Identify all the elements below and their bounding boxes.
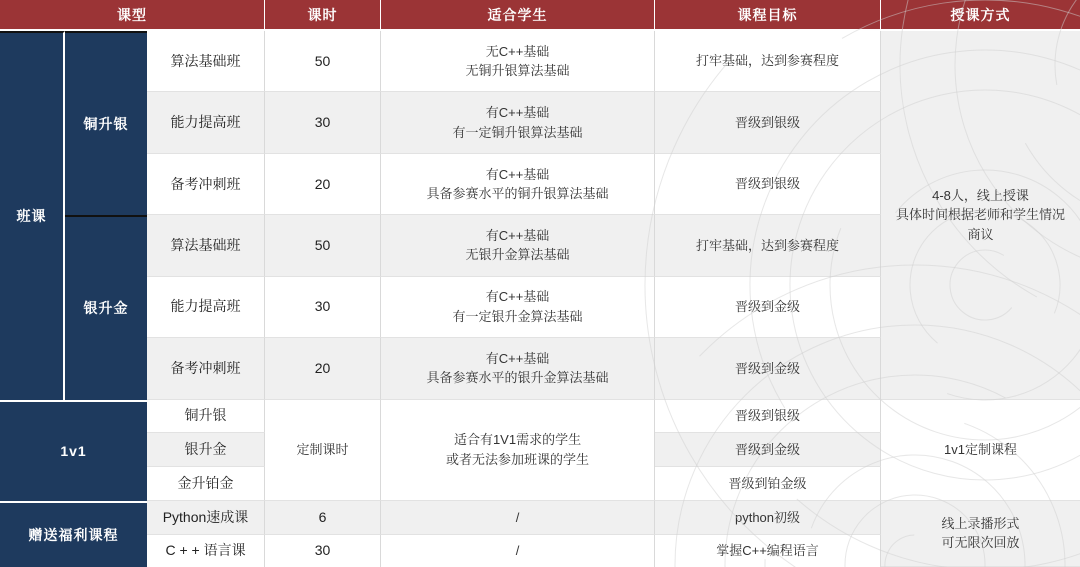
course-suitable: 有C++基础 具备参赛水平的铜升银算法基础: [381, 154, 655, 215]
course-name: Python速成课: [147, 501, 265, 535]
header-goal: 课程目标: [655, 0, 881, 31]
course-goal: 晋级到银级: [655, 92, 881, 153]
table-row: [0, 31, 1080, 92]
method-bonus: 线上录播形式 可无限次回放: [881, 501, 1080, 567]
group-banke: 班课: [0, 31, 65, 400]
course-suitable: 有C++基础 无银升金算法基础: [381, 215, 655, 276]
course-hours: 50: [265, 31, 381, 92]
table-row: [0, 501, 1080, 535]
course-name: 金升铂金: [147, 467, 265, 501]
course-goal: 打牢基础，达到参赛程度: [655, 31, 881, 92]
course-goal: 晋级到铂金级: [655, 467, 881, 501]
course-name: 算法基础班: [147, 31, 265, 92]
course-hours: 30: [265, 535, 381, 567]
header-method: 授课方式: [881, 0, 1080, 31]
hours-1v1: 定制课时: [265, 400, 381, 501]
header-hours: 课时: [265, 0, 381, 31]
course-name: 铜升银: [147, 400, 265, 434]
course-suitable: 有C++基础 有一定铜升银算法基础: [381, 92, 655, 153]
course-hours: 30: [265, 277, 381, 338]
course-suitable: /: [381, 501, 655, 535]
course-hours: 20: [265, 338, 381, 399]
group-silver-to-gold: 银升金: [65, 215, 147, 399]
group-1v1: 1v1: [0, 400, 147, 501]
method-1v1: 1v1定制课程: [881, 400, 1080, 501]
header-course-type: 课型: [0, 0, 265, 31]
suitable-1v1: 适合有1V1需求的学生 或者无法参加班课的学生: [381, 400, 655, 501]
course-hours: 20: [265, 154, 381, 215]
course-name: 能力提高班: [147, 92, 265, 153]
course-hours: 50: [265, 215, 381, 276]
group-bronze-to-silver: 铜升银: [65, 31, 147, 215]
course-goal: 晋级到银级: [655, 154, 881, 215]
course-suitable: /: [381, 535, 655, 567]
course-goal: 晋级到银级: [655, 400, 881, 434]
course-hours: 6: [265, 501, 381, 535]
course-goal: 打牢基础，达到参赛程度: [655, 215, 881, 276]
method-banke: 4-8人，线上授课 具体时间根据老师和学生情况商议: [881, 31, 1080, 400]
course-name: 银升金: [147, 433, 265, 467]
header-suitable: 适合学生: [381, 0, 655, 31]
course-name: 算法基础班: [147, 215, 265, 276]
course-suitable: 有C++基础 有一定银升金算法基础: [381, 277, 655, 338]
course-goal: 晋级到金级: [655, 277, 881, 338]
course-name: C + + 语言课: [147, 535, 265, 567]
table-row: [0, 400, 1080, 434]
course-name: 能力提高班: [147, 277, 265, 338]
table-header-row: [0, 0, 1080, 31]
course-name: 备考冲刺班: [147, 338, 265, 399]
course-suitable: 有C++基础 具备参赛水平的银升金算法基础: [381, 338, 655, 399]
course-goal: python初级: [655, 501, 881, 535]
course-hours: 30: [265, 92, 381, 153]
course-name: 备考冲刺班: [147, 154, 265, 215]
group-bonus: 赠送福利课程: [0, 501, 147, 567]
course-goal: 晋级到金级: [655, 338, 881, 399]
course-suitable: 无C++基础 无铜升银算法基础: [381, 31, 655, 92]
course-goal: 掌握C++编程语言: [655, 535, 881, 567]
course-goal: 晋级到金级: [655, 433, 881, 467]
